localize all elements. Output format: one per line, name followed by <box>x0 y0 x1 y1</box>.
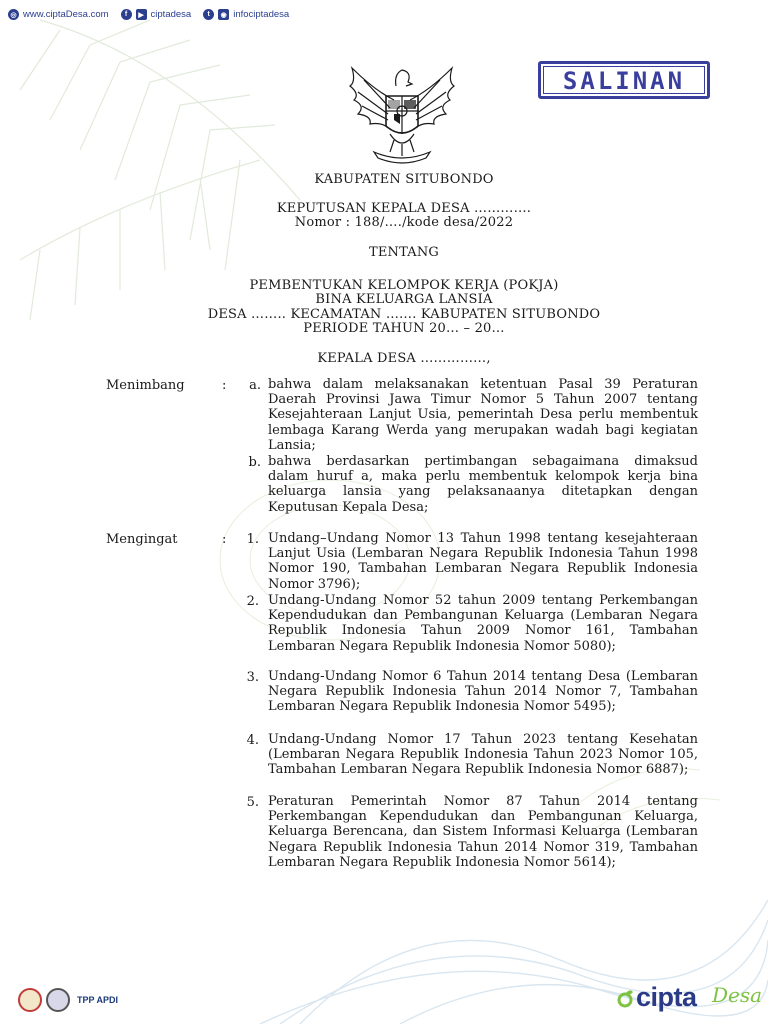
subject-line-3: DESA …….. KECAMATAN ……. KABUPATEN SITUBONDO <box>207 307 601 322</box>
instagram-icon[interactable]: ◉ <box>218 9 229 20</box>
facebook-icon[interactable]: f <box>121 9 132 20</box>
issuer-line: KEPALA DESA ……………, <box>317 351 491 366</box>
menimbang-marker: a. <box>249 378 261 393</box>
youtube-icon[interactable]: ▶ <box>136 9 147 20</box>
mengingat-marker: 2. <box>246 594 259 609</box>
social-bar <box>8 9 289 20</box>
twitter-icon[interactable]: t <box>203 9 214 20</box>
footer-partner-logos <box>18 988 118 1012</box>
website-link[interactable]: www.ciptaDesa.com <box>23 9 109 20</box>
mengingat-item: Undang-Undang Nomor 17 Tahun 2023 tentang Kesehatan (Lembaran Negara Republik Indonesia Tahun 2023 Nomor 105, Tambahan Lembaran Negara Republik Indonesia Nomor 6887); <box>268 732 698 778</box>
mengingat-marker: 1. <box>246 532 259 547</box>
garuda-emblem-icon <box>344 60 460 168</box>
mengingat-label: Mengingat <box>106 532 178 547</box>
brand-name: cipta <box>636 982 697 1012</box>
menimbang-marker: b. <box>248 455 261 470</box>
mengingat-item: Undang–Undang Nomor 13 Tahun 1998 tentang kesejahteraan Lanjut Usia (Lembaran Negara Republik Indonesia Tahun 1998 Nomor 190, Tambahan Lembaran Negara Republik Indonesia Nomor 3796); <box>268 531 698 592</box>
subject-line-4: PERIODE TAHUN 20… – 20… <box>303 321 505 336</box>
mengingat-colon: : <box>222 532 227 547</box>
ministry-seal-icon <box>46 988 70 1012</box>
menimbang-item: bahwa berdasarkan pertimbangan sebagaimana dimaksud dalam huruf a, maka perlu membentuk kelompok kerja bina keluarga lansia yang pelaksanaanya ditetapkan dengan Keputusan Kepala Desa; <box>268 454 698 515</box>
stamp-word: SALINAN <box>562 67 686 95</box>
social-handle[interactable]: ciptadesa <box>150 9 192 20</box>
social-handle-2[interactable]: infociptadesa <box>233 9 290 20</box>
subject-line-1: PEMBENTUKAN KELOMPOK KERJA (POKJA) <box>249 278 559 293</box>
mengingat-marker: 5. <box>246 795 259 810</box>
brand-suffix: Desa <box>712 983 763 1007</box>
decree-number: Nomor : 188/…./kode desa/2022 <box>294 215 514 230</box>
leaf-icon <box>616 990 634 1008</box>
ciptadesa-brand-logo <box>616 978 762 1018</box>
menimbang-label: Menimbang <box>106 378 185 393</box>
mengingat-item: Undang-Undang Nomor 6 Tahun 2014 tentang Desa (Lembaran Negara Republik Indonesia Tahun 2014 Nomor 7, Tambahan Lembaran Negara Republik Indonesia Nomor 5495); <box>268 669 698 715</box>
about-heading: TENTANG <box>368 245 440 260</box>
regency-title: KABUPATEN SITUBONDO <box>314 172 494 187</box>
subject-line-2: BINA KELUARGA LANSIA <box>315 292 493 307</box>
mengingat-item: Undang-Undang Nomor 52 tahun 2009 tentang Perkembangan Kependudukan dan Pembangunan Keluarga (Lembaran Negara Republik Indonesia Tahun 2009 Nomor 161, Tambahan Lembaran Negara Republik Indonesia Nomor 5080); <box>268 593 698 654</box>
salinan-stamp <box>538 61 710 99</box>
menimbang-item: bahwa dalam melaksanakan ketentuan Pasal 39 Peraturan Daerah Provinsi Jawa Timur Nomor 5 Tahun 2007 tentang Kesejahteraan Lanjut Usia, pemerintah Desa perlu membentuk lembaga Karang Werda yang merupakan wadah bagi kegiatan Lansia; <box>268 377 698 453</box>
decree-title: KEPUTUSAN KEPALA DESA …………. <box>276 201 532 216</box>
partner-name: TPP APDI <box>77 995 119 1005</box>
mengingat-marker: 3. <box>246 670 259 685</box>
mengingat-marker: 4. <box>246 733 259 748</box>
kemendes-logo-icon <box>18 988 42 1012</box>
globe-icon: ◎ <box>8 9 19 20</box>
menimbang-colon: : <box>222 378 227 393</box>
mengingat-item: Peraturan Pemerintah Nomor 87 Tahun 2014 tentang Perkembangan Kependudukan dan Pembangunan Keluarga, Keluarga Berencana, dan Sistem Informasi Keluarga (Lembaran Negara Republik Indonesia Tahun 2014 Nomor 319, Tambahan Lembaran Negara Republik Indonesia Nomor 5614); <box>268 794 698 870</box>
